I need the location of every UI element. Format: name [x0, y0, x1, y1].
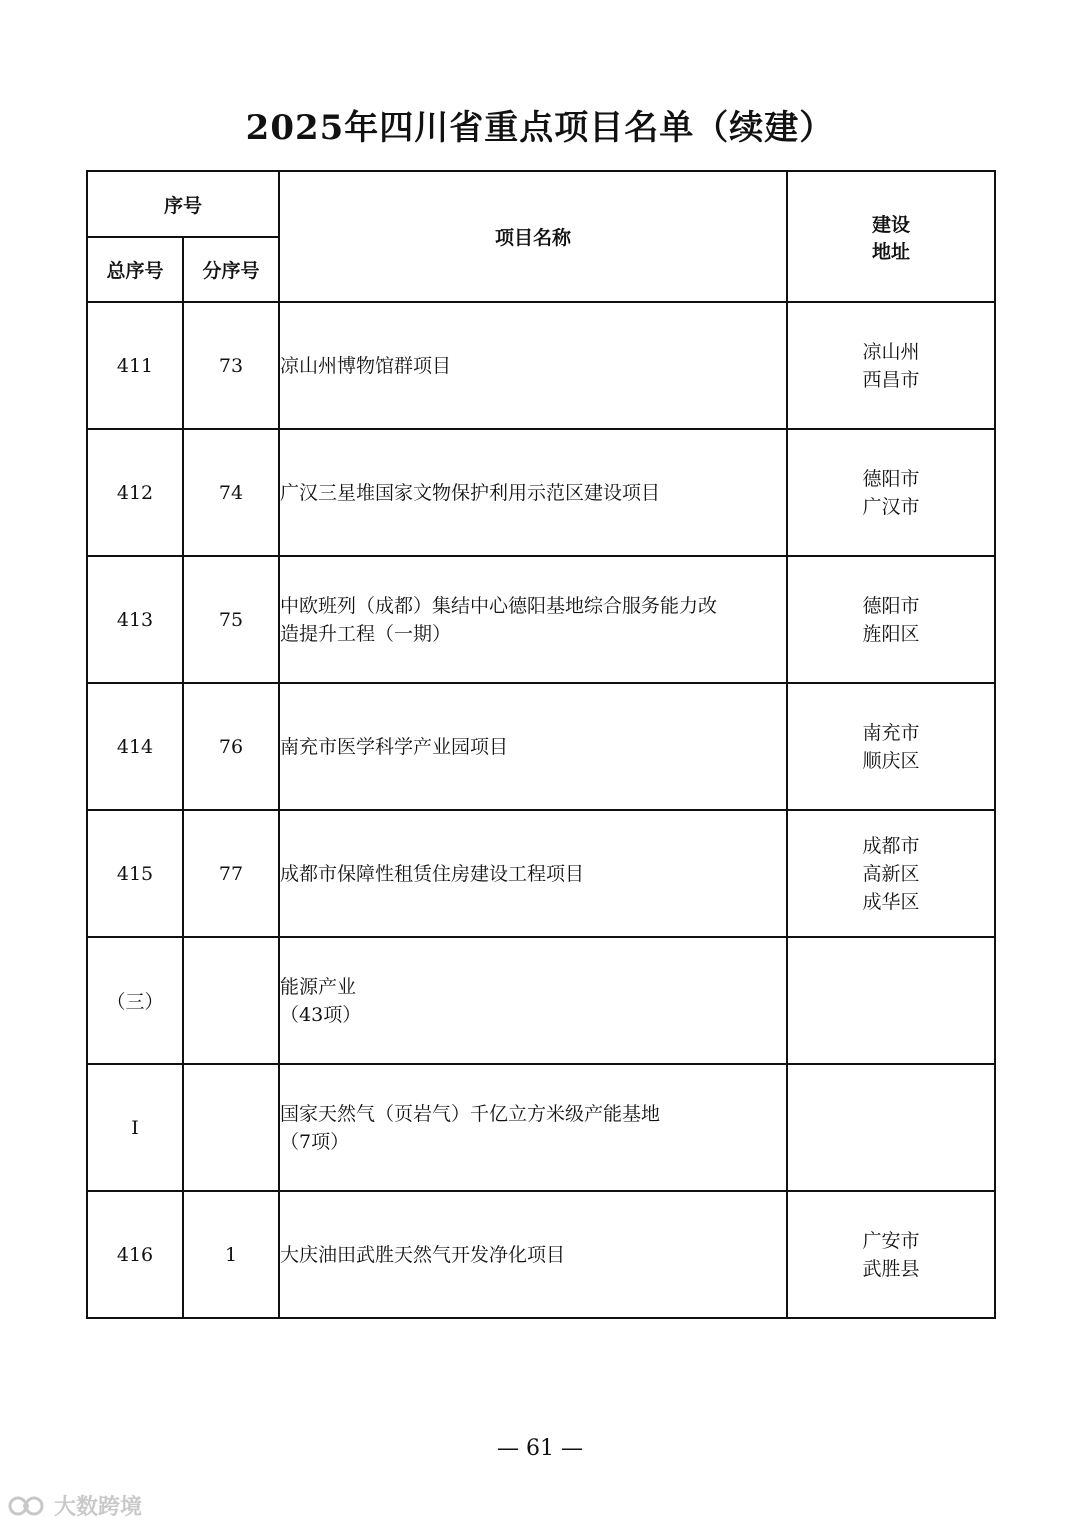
project-name-line: 造提升工程（一期） [280, 622, 452, 645]
location-line: 西昌市 [862, 368, 920, 391]
location-line: 顺庆区 [862, 749, 920, 772]
location-line: 武胜县 [862, 1257, 920, 1280]
total-serial-cell: 412 [87, 429, 183, 556]
brand-logo-icon [8, 1494, 48, 1518]
page-number: — 61 — [497, 1436, 583, 1461]
table-row [87, 1191, 995, 1318]
project-name-line: （7项） [280, 1130, 350, 1153]
location-line: 凉山州 [862, 340, 920, 363]
location-line: 广安市 [862, 1229, 920, 1252]
table-row [87, 1064, 995, 1191]
total-serial-cell: 416 [87, 1191, 183, 1318]
project-name-header: 项目名称 [279, 171, 787, 302]
page-title: 2025年四川省重点项目名单（续建） [245, 108, 835, 148]
sub-serial-cell: 75 [183, 556, 279, 683]
project-name-line: 成都市保障性租赁住房建设工程项目 [280, 862, 585, 885]
location-cell [787, 937, 995, 1064]
project-table [86, 170, 996, 1319]
location-cell [787, 556, 995, 683]
location-cell [787, 810, 995, 937]
location-line: 成都市 [862, 834, 920, 857]
table-row [87, 556, 995, 683]
total-serial-cell: I [87, 1064, 183, 1191]
sub-serial-cell: 77 [183, 810, 279, 937]
total-serial-cell: 414 [87, 683, 183, 810]
total-serial-cell: 415 [87, 810, 183, 937]
location-header-line-2: 地址 [872, 240, 911, 263]
sub-serial-cell: 76 [183, 683, 279, 810]
sub-serial-header: 分序号 [183, 237, 279, 302]
project-name-cell [279, 1064, 787, 1191]
location-header-line-1: 建设 [872, 213, 911, 236]
total-serial-cell: 413 [87, 556, 183, 683]
table-row [87, 810, 995, 937]
project-name-line: 中欧班列（成都）集结中心德阳基地综合服务能力改 [280, 594, 718, 617]
location-cell [787, 429, 995, 556]
watermark-text: 大数跨境 [54, 1495, 143, 1520]
project-name-line: 大庆油田武胜天然气开发净化项目 [280, 1243, 566, 1266]
total-serial-cell: （三） [87, 937, 183, 1064]
location-cell [787, 1064, 995, 1191]
table-row [87, 937, 995, 1064]
project-name-cell [279, 1191, 787, 1318]
project-name-cell [279, 937, 787, 1064]
project-name-cell [279, 683, 787, 810]
location-line: 德阳市 [862, 594, 920, 617]
location-line: 广汉市 [862, 495, 920, 518]
location-header [787, 171, 995, 302]
location-line: 德阳市 [862, 467, 920, 490]
project-name-line: 能源产业 [280, 975, 357, 998]
total-serial-header: 总序号 [87, 237, 183, 302]
project-name-line: （43项） [280, 1003, 362, 1026]
sub-serial-cell [183, 1064, 279, 1191]
project-name-line: 南充市医学科学产业园项目 [280, 735, 509, 758]
sub-serial-cell: 74 [183, 429, 279, 556]
serial-group-header: 序号 [87, 171, 279, 237]
project-name-cell [279, 810, 787, 937]
sub-serial-cell [183, 937, 279, 1064]
table-row [87, 302, 995, 429]
location-line: 南充市 [862, 721, 920, 744]
location-line: 旌阳区 [862, 622, 920, 645]
sub-serial-cell: 1 [183, 1191, 279, 1318]
location-cell [787, 683, 995, 810]
header-row-1 [87, 171, 995, 237]
total-serial-cell: 411 [87, 302, 183, 429]
project-name-cell [279, 556, 787, 683]
project-name-line: 凉山州博物馆群项目 [280, 354, 452, 377]
project-name-cell [279, 302, 787, 429]
location-cell [787, 1191, 995, 1318]
location-line: 高新区 [862, 862, 920, 885]
project-name-line: 国家天然气（页岩气）千亿立方米级产能基地 [280, 1102, 661, 1125]
project-name-cell [279, 429, 787, 556]
table-row [87, 683, 995, 810]
table-body [87, 302, 995, 1318]
location-line: 成华区 [862, 890, 920, 913]
project-name-line: 广汉三星堆国家文物保护利用示范区建设项目 [280, 481, 661, 504]
watermark [8, 1490, 142, 1521]
location-cell [787, 302, 995, 429]
table-row [87, 429, 995, 556]
sub-serial-cell: 73 [183, 302, 279, 429]
